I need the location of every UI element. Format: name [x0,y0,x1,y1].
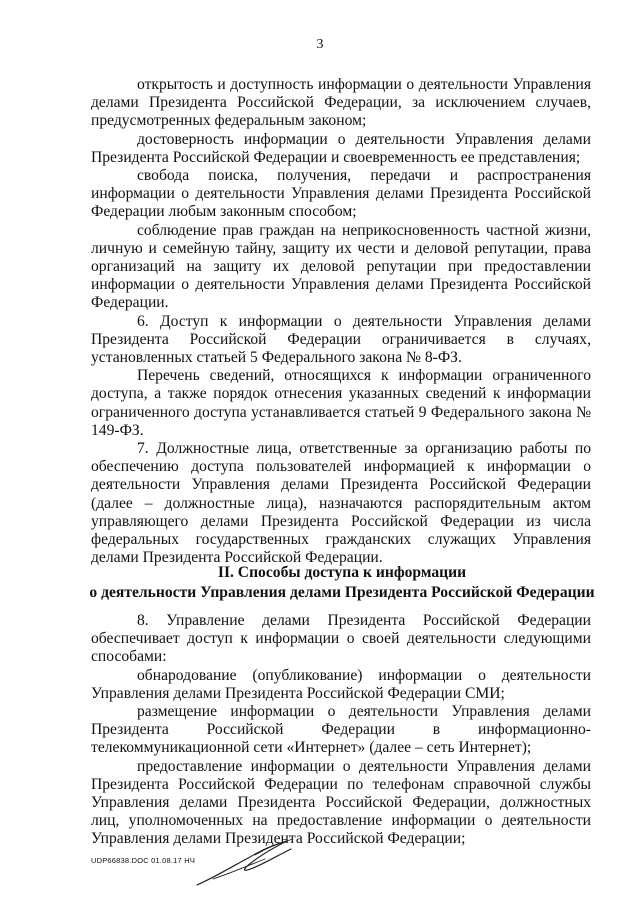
section-heading-line-1: II. Способы доступа к информации [217,564,467,581]
signature-mark [195,835,295,890]
paragraph-restricted-list: Перечень сведений, относящихся к информации ограниченного доступа, а также порядок отнесения указанных сведений к информации ограниченного доступа устанавливается статьей 9 Федерального закона № 149-ФЗ. [91,367,591,439]
page-number: 3 [316,37,324,52]
paragraph-item-6: 6. Доступ к информации о деятельности Управления делами Президента Российской Федерации ограничивается в случаях, установленных статьей 5 Федерального закона № 8-ФЗ. [91,312,591,367]
paragraph-openness: открытость и доступность информации о деятельности Управления делами Президента Российской Федерации, за исключением случаев, предусмотренных федеральным законом; [91,76,591,130]
section-heading-line-2: о деятельности Управления делами Президента Российской Федерации [89,584,595,601]
paragraph-publication: обнародование (опубликование) информации о деятельности Управления делами Президента Российской Федерации СМИ; [91,666,591,702]
paragraph-reliability: достоверность информации о деятельности Управления делами Президента Российской Федерации и своевременность ее представления; [91,130,591,166]
paragraph-item-7: 7. Должностные лица, ответственные за организацию работы по обеспечению доступа пользователей информацией к информации о деятельности Управления делами Президента Российской Федерации (далее – должностные лица), назначаются распорядительным актом управляющего делами Президента Российской Федерации из числа федеральных государственных гражданских служащих Управления делами Президента Российской Федерации. [91,440,591,567]
paragraph-item-8: 8. Управление делами Президента Российской Федерации обеспечивает доступ к информации о своей деятельности следующими способами: [91,612,591,666]
section-text [91,612,591,849]
paragraph-freedom: свобода поиска, получения, передачи и распространения информации о деятельности Управления делами Президента Российской Федерации любым законным способом; [91,167,591,221]
document-code: UDP66838.DOC 01.08.17 НЧ [91,856,196,865]
section-heading [88,563,596,603]
body-text [91,76,591,567]
paragraph-privacy: соблюдение прав граждан на неприкосновенность частной жизни, личную и семейную тайну, защиту их чести и деловой репутации, права организаций на защиту их деловой репутации при предоставлении информации о деятельности Управления делами Президента Российской Федерации. [91,221,591,312]
paragraph-internet: размещение информации о деятельности Управления делами Президента Российской Федерации в информационно-телекоммуникационной сети «Интернет» (далее – сеть Интернет); [91,703,591,757]
paragraph-phone: предоставление информации о деятельности Управления делами Президента Российской Федерации по телефонам справочной службы Управления делами Президента Российской Федерации, должностных лиц, уполномоченных на предоставление информации о деятельности Управления делами Президента Российской Федерации; [91,757,591,848]
